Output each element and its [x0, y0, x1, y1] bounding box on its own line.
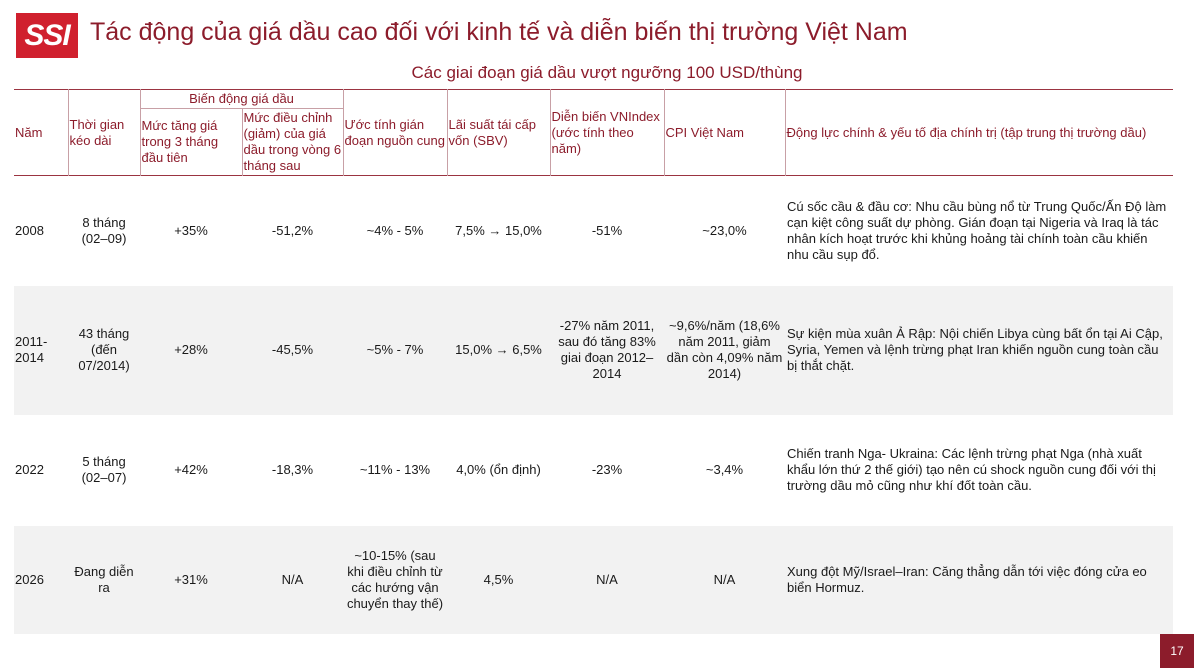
header-rise: Mức tăng giá trong 3 tháng đầu tiên	[140, 109, 242, 176]
cell-rate: 15,0% → 6,5%	[447, 286, 550, 415]
oil-price-table	[14, 89, 1173, 634]
cell-duration: 43 tháng (đến 07/2014)	[68, 286, 140, 415]
cell-correction: N/A	[242, 526, 343, 634]
table-row	[14, 176, 1173, 286]
table-row	[14, 526, 1173, 634]
cell-rate: 4,0% (ổn định)	[456, 462, 541, 477]
cell-drivers: Chiến tranh Nga- Ukraina: Các lệnh trừng phạt Nga (nhà xuất khẩu lớn thứ 2 thế giới) tạo nên cú shock nguồn cung đối với thị trường dầu mỏ cũng như khí đốt toàn cầu.	[787, 446, 1156, 493]
header-supply: Ước tính gián đoạn nguồn cung	[343, 90, 447, 176]
cell-vnindex: -23%	[591, 462, 623, 477]
header-cpi: CPI Việt Nam	[664, 90, 785, 176]
cell-year: 2026	[14, 526, 68, 634]
page-number: 17	[1160, 634, 1194, 668]
cell-correction: -45,5%	[242, 286, 343, 415]
cell-supply: ~5% - 7%	[343, 286, 447, 415]
cell-rise: +31%	[140, 526, 242, 634]
page-title: Tác động của giá dầu cao đối với kinh tế và diễn biến thị trường Việt Nam	[90, 18, 908, 46]
cell-year: 2011-2014	[14, 286, 68, 415]
header-rate: Lãi suất tái cấp vốn (SBV)	[447, 90, 550, 176]
cell-supply: ~11% - 13%	[359, 462, 431, 477]
cell-year: 2008	[15, 222, 44, 238]
cell-correction: -51,2%	[271, 222, 314, 238]
cell-cpi: N/A	[664, 526, 785, 634]
cell-duration: Đang diễn ra	[68, 526, 140, 634]
header-year: Năm	[15, 124, 43, 140]
cell-vnindex: N/A	[550, 526, 664, 634]
cell-rise: +35%	[174, 222, 208, 238]
cell-cpi: ~23,0%	[702, 222, 747, 238]
cell-supply: ~10-15% (sau khi điều chỉnh từ các hướng vận chuyển thay thế)	[343, 526, 447, 634]
cell-correction: -18,3%	[271, 462, 314, 477]
cell-duration: 8 tháng (02–09)	[81, 214, 127, 246]
header-group-oil: Biến động giá dầu	[140, 90, 343, 109]
cell-drivers: Sự kiện mùa xuân Ả Rập: Nội chiến Libya cùng bất ổn tại Ai Cập, Syria, Yemen và lệnh trừng phạt Iran khiến nguồn cung toàn cầu bị thắt chặt.	[785, 286, 1173, 415]
ssi-logo	[16, 13, 78, 58]
cell-supply: ~4% - 5%	[366, 222, 424, 238]
cell-cpi: ~9,6%/năm (18,6% năm 2011, giảm dần còn 4,09% năm 2014)	[664, 286, 785, 415]
logo-text: SSI	[24, 18, 70, 52]
cell-rise: +28%	[140, 286, 242, 415]
table-subtitle: Các giai đoạn giá dầu vượt ngưỡng 100 USD/thùng	[411, 63, 803, 82]
header-correction: Mức điều chỉnh (giảm) của giá dầu trong vòng 6 tháng sau	[242, 109, 343, 176]
cell-rise: +42%	[174, 462, 208, 477]
header-vnindex: Diễn biến VNIndex (ước tính theo năm)	[550, 90, 664, 176]
cell-drivers: Cú sốc cầu & đầu cơ: Nhu cầu bùng nổ từ Trung Quốc/Ấn Độ làm cạn kiệt công suất dự phòng. Gián đoạn tại Nigeria và Iraq là tác nhân kích hoạt trước khi khủng hoảng tài chính toàn cầu khiến nhu cầu sụp đổ.	[787, 198, 1167, 262]
cell-rate: 7,5% → 15,0%	[455, 222, 542, 238]
cell-vnindex: -27% năm 2011, sau đó tăng 83% giai đoạn 2012–2014	[550, 286, 664, 415]
table-row	[14, 286, 1173, 415]
header-drivers: Động lực chính & yếu tố địa chính trị (tập trung thị trường dầu)	[785, 90, 1173, 176]
cell-cpi: ~3,4%	[705, 462, 744, 477]
table-row	[14, 415, 1173, 526]
header-duration: Thời gian kéo dài	[68, 90, 140, 176]
cell-drivers: Xung đột Mỹ/Israel–Iran: Căng thẳng dẫn tới việc đóng cửa eo biển Hormuz.	[785, 526, 1173, 634]
cell-rate: 4,5%	[447, 526, 550, 634]
cell-year: 2022	[15, 462, 44, 477]
cell-vnindex: -51%	[591, 222, 623, 238]
cell-duration: 5 tháng (02–07)	[81, 454, 127, 485]
